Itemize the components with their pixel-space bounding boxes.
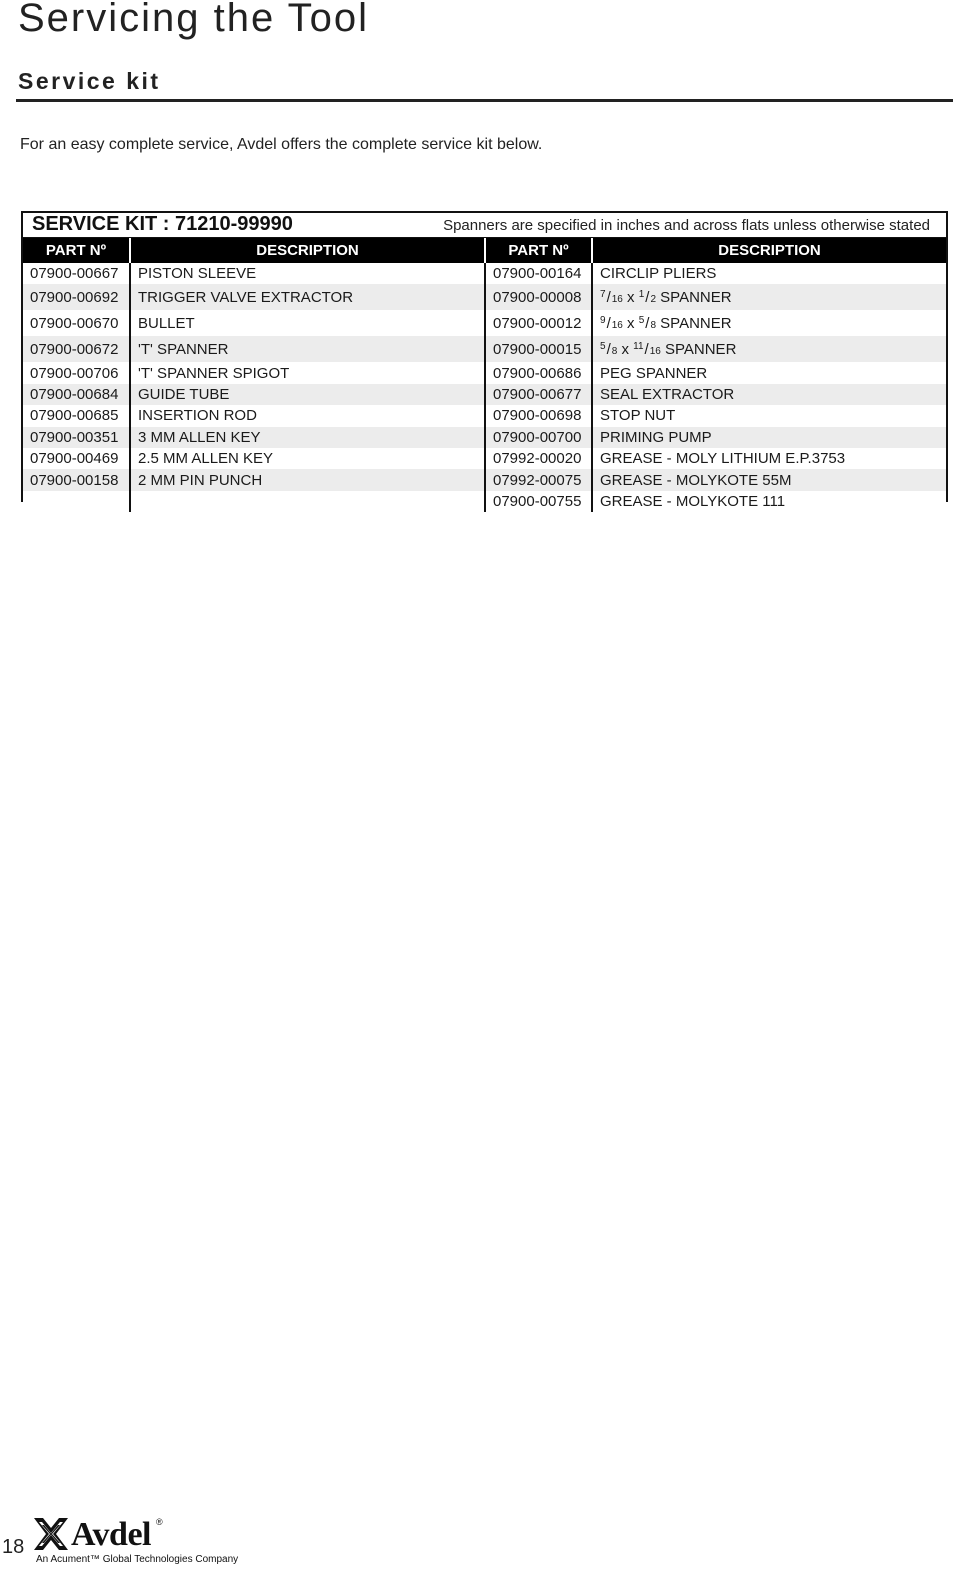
service-kit-note: Spanners are specified in inches and across flats unless otherwise stated — [443, 217, 930, 234]
parts-table-header-row — [23, 238, 946, 263]
table-row — [23, 310, 946, 336]
part-number-cell: 07900-00755 — [485, 491, 592, 512]
part-number-cell: 07900-00698 — [485, 405, 592, 426]
part-number-cell: 07900-00677 — [485, 384, 592, 405]
fraction: $^5$/8 — [638, 315, 656, 333]
part-number-cell: 07900-00469 — [23, 448, 130, 469]
description-cell: TRIGGER VALVE EXTRACTOR — [130, 284, 485, 310]
description-cell: GREASE - MOLY LITHIUM E.P.3753 — [592, 448, 946, 469]
part-number-cell: 07992-00020 — [485, 448, 592, 469]
table-row — [23, 284, 946, 310]
avdel-x-logo-icon — [34, 1518, 68, 1550]
table-row — [23, 263, 946, 284]
table-row — [23, 362, 946, 383]
registered-mark: ® — [156, 1517, 163, 1527]
part-number-cell: 07900-00158 — [23, 469, 130, 490]
table-row — [23, 469, 946, 490]
column-header-description: DESCRIPTION — [592, 238, 946, 263]
section-divider — [16, 99, 953, 102]
column-header-part-number: PART Nº — [485, 238, 592, 263]
description-cell: PRIMING PUMP — [592, 427, 946, 448]
fraction: $^9$/16 — [600, 315, 623, 333]
description-cell: CIRCLIP PLIERS — [592, 263, 946, 284]
table-row — [23, 384, 946, 405]
description-cell: $^7$/16 x $^1$/2 SPANNER — [592, 284, 946, 310]
fraction: $^{11}$/16 — [633, 341, 661, 359]
description-cell: SEAL EXTRACTOR — [592, 384, 946, 405]
part-number-cell: 07900-00012 — [485, 310, 592, 336]
description-cell: STOP NUT — [592, 405, 946, 426]
column-header-part-number: PART Nº — [23, 238, 130, 263]
description-cell: $^9$/16 x $^5$/8 SPANNER — [592, 310, 946, 336]
avdel-logo — [34, 1516, 239, 1571]
service-kit-title: SERVICE KIT : 71210-99990 — [32, 213, 293, 235]
description-cell: 2 MM PIN PUNCH — [130, 469, 485, 490]
description-cell: 'T' SPANNER SPIGOT — [130, 362, 485, 383]
part-number-cell: 07900-00670 — [23, 310, 130, 336]
part-number-cell: 07900-00672 — [23, 336, 130, 362]
part-number-cell: 07900-00015 — [485, 336, 592, 362]
part-number-cell: 07900-00351 — [23, 427, 130, 448]
description-cell: PISTON SLEEVE — [130, 263, 485, 284]
part-number-cell: 07900-00667 — [23, 263, 130, 284]
description-cell: 3 MM ALLEN KEY — [130, 427, 485, 448]
fraction: $^7$/16 — [600, 289, 623, 307]
part-number-cell: 07900-00706 — [23, 362, 130, 383]
table-row — [23, 448, 946, 469]
table-row — [23, 336, 946, 362]
description-cell: $^5$/8 x $^{11}$/16 SPANNER — [592, 336, 946, 362]
logo-tagline: An Acument™ Global Technologies Company — [36, 1554, 239, 1565]
part-number-cell: 07900-00692 — [23, 284, 130, 310]
part-number-cell: 07992-00075 — [485, 469, 592, 490]
part-number-cell: 07900-00686 — [485, 362, 592, 383]
description-cell: INSERTION ROD — [130, 405, 485, 426]
fraction: $^1$/2 — [638, 289, 656, 307]
part-number-cell — [23, 491, 130, 512]
part-number-cell: 07900-00700 — [485, 427, 592, 448]
part-number-cell: 07900-00164 — [485, 263, 592, 284]
description-cell: PEG SPANNER — [592, 362, 946, 383]
table-row — [23, 405, 946, 426]
page-title: Servicing the Tool — [18, 0, 369, 40]
parts-table-body — [23, 263, 946, 512]
page-number: 18 — [2, 1536, 25, 1558]
description-cell: GUIDE TUBE — [130, 384, 485, 405]
column-header-description: DESCRIPTION — [130, 238, 485, 263]
intro-text: For an easy complete service, Avdel offers the complete service kit below. — [20, 136, 543, 153]
part-number-cell: 07900-00684 — [23, 384, 130, 405]
service-kit-table-box — [21, 211, 948, 510]
avdel-wordmark: Avdel — [71, 1516, 151, 1553]
part-number-cell: 07900-00008 — [485, 284, 592, 310]
description-cell: 2.5 MM ALLEN KEY — [130, 448, 485, 469]
section-title: Service kit — [18, 68, 161, 94]
service-kit-header — [23, 213, 946, 238]
description-cell: BULLET — [130, 310, 485, 336]
description-cell: GREASE - MOLYKOTE 55M — [592, 469, 946, 490]
table-row — [23, 491, 946, 512]
description-cell: GREASE - MOLYKOTE 111 — [592, 491, 946, 512]
table-row — [23, 427, 946, 448]
description-cell: 'T' SPANNER — [130, 336, 485, 362]
description-cell — [130, 491, 485, 512]
parts-table — [23, 238, 946, 512]
fraction: $^5$/8 — [600, 341, 618, 359]
part-number-cell: 07900-00685 — [23, 405, 130, 426]
